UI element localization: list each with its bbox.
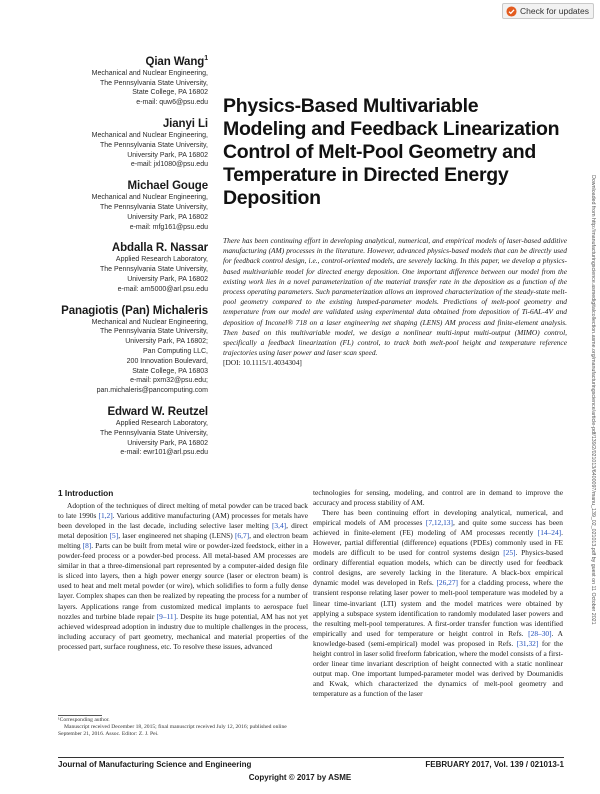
left-column — [58, 488, 308, 652]
footnote-corresponding: ¹Corresponding author. — [58, 717, 110, 723]
author-name-text: Qian Wang — [145, 55, 205, 68]
author-block — [30, 241, 208, 294]
author-block — [30, 304, 208, 396]
footer-divider — [58, 757, 564, 758]
copyright: Copyright © 2017 by ASME — [248, 773, 352, 782]
author-affiliation-line: Mechanical and Nuclear Engineering, — [91, 318, 208, 326]
author-affiliation-line: Mechanical and Nuclear Engineering, — [91, 194, 208, 202]
check-for-updates-label: Check for updates — [520, 6, 589, 16]
doi-label: [DOI: 10.1115/1.4034304] — [223, 358, 302, 368]
footnote-manuscript: Manuscript received December 18, 2015; final manuscript received July 12, 2016; published online September 21, 2016. Assoc. Editor: Z. J. Pei. — [58, 724, 287, 738]
citation-link[interactable]: [25] — [503, 548, 516, 558]
author-block — [30, 405, 208, 458]
citation-link[interactable]: [28–30] — [528, 628, 552, 638]
section-heading: 1 Introduction — [58, 488, 114, 498]
check-for-updates-icon — [506, 6, 517, 17]
author-name — [30, 241, 208, 255]
citation-link[interactable]: [3,4] — [271, 521, 287, 531]
author-list — [30, 52, 208, 467]
author-affiliation-line: e-mail: mfg161@psu.edu — [129, 223, 208, 231]
citation-link[interactable]: [5] — [109, 531, 119, 541]
author-affiliation-line: The Pennsylvania State University, — [99, 429, 208, 437]
author-affiliation-line: e-mail: quw6@psu.edu — [136, 99, 208, 107]
citation-link[interactable]: [1,2] — [98, 511, 113, 521]
author-name-text: Michael Gouge — [127, 180, 208, 193]
citation-link[interactable]: [8] — [82, 541, 92, 551]
author-block — [30, 117, 208, 170]
author-affiliation-line: Applied Research Laboratory, — [115, 256, 208, 264]
author-affiliation-line: 200 Innovation Boulevard, — [126, 357, 208, 365]
right-paragraph-2: There has been continuing effort in developing analytical, numerical, and empirical models of AM processes [7,12,13], and quite some success has been achieved in finite-element (FE) modeling of AM processes recently [14–24]. However, partial differential (difference) equations (PDEs) commonly used in FE models are difficult to be used for control systems design [25]. Physics-based ordinary differential equation models, which can be directly used for feedback control designs, are severely lacking in the literature. A black-box empirical dynamic model was developed in Refs. [26,27] for a cladding process, where the transient response relating laser power to melt-pool temperature was modeled by a linear time-invariant (LTI) system and the model matrices were obtained by applying a subspace system identification to randomly modulated laser powers and the resulting melt-pool temperatures. A first-order transfer function was identified empirically and used for temperature or height control in Refs. [28–30]. A knowledge-based (semi-empirical) model was proposed in Refs. [31,32] for the height control in laser solid freeform fabrication, where the model consists of a first-order linear time invariant description of height connected with a static nonlinear output map. One important lumped-parameter model was derived by Doumanidis and Kwak, which characterized the dynamics of melt-pool geometry and temperature as a function of the laser — [313, 508, 564, 698]
author-affiliation-line: University Park, PA 16802 — [127, 439, 208, 447]
author-affiliation-line: University Park, PA 16802 — [127, 151, 208, 159]
author-affiliation-line: e-mail: pxm32@psu.edu; — [130, 377, 208, 385]
author-name — [30, 179, 208, 193]
footnote-divider — [58, 715, 102, 716]
citation-link[interactable]: [26,27] — [436, 578, 459, 588]
right-column — [313, 488, 563, 699]
author-affiliation-line: The Pennsylvania State University, — [99, 266, 208, 274]
author-affiliation-line: University Park, PA 16802 — [127, 213, 208, 221]
author-name-text: Panagiotis (Pan) Michaleris — [61, 304, 208, 317]
right-paragraph-1: technologies for sensing, modeling, and control are in demand to improve the accuracy and process stability of AM. — [313, 488, 563, 508]
corresponding-marker: 1 — [204, 55, 208, 62]
author-block — [30, 179, 208, 232]
journal-name: Journal of Manufacturing Science and Engineering — [58, 760, 252, 769]
author-affiliation-line: The Pennsylvania State University, — [99, 204, 208, 211]
paper-title: Physics-Based Multivariable Modeling and Feedback Linearization Control of Melt-Pool Geometry and Temperature in Directed Energy Deposition — [223, 95, 560, 209]
author-affiliation-line: Mechanical and Nuclear Engineering, — [91, 132, 208, 140]
author-affiliation-line: e-mail: ewr101@arl.psu.edu — [120, 449, 208, 457]
author-affiliation-line: pan.michaleris@pancomputing.com — [96, 387, 208, 395]
author-name — [30, 304, 208, 318]
author-name — [30, 405, 208, 419]
author-affiliation-line: State College, PA 16803 — [132, 367, 208, 375]
issue-info: FEBRUARY 2017, Vol. 139 / 021013-1 — [425, 760, 564, 769]
citation-link[interactable]: [9–11] — [156, 611, 177, 621]
intro-paragraph: Adoption of the techniques of direct melting of metal powder can be traced back to late 1990s [1,2]. Various additive manufacturing (AM) processes for metals have been developed in the last decade, including selective laser melting [3,4], direct metal deposition [5], laser engineered net shaping (LENS) [6,7], and electron beam melting [8]. Parts can be built from metal wire or powder-ized feedstock, either in a powder-feed process or a powder-bed process. All metal-based AM processes are similar in that a three-dimensional part represented by a computer-aided design file is sliced into layers, then a high power energy source (laser or electron beam) is used to heat and melt metal powder (or wire), which solidifies to form a fully dense layer. Complex shapes can then be realized by repeating the process for a number of layers. Applications range from customized medical implants to aerospace fuel nozzles and turbine blade repair [9–11]. Despite its huge potential, AM has not yet achieved widespread adoption in industry due to multiple challenges in the process, including accuracy of part geometry, mechanical and material properties of the processed part, surface roughness, etc. To resolve these issues, advanced — [58, 501, 308, 651]
footnotes — [58, 717, 308, 739]
author-affiliation-line: e-mail: arn5000@arl.psu.edu — [117, 285, 208, 293]
author-name-text: Abdalla R. Nassar — [111, 242, 208, 255]
abstract — [223, 236, 567, 369]
download-notice — [586, 175, 598, 635]
author-name — [30, 117, 208, 131]
author-affiliation-line: e-mail: jxl1080@psu.edu — [130, 161, 208, 169]
download-notice-text: Downloaded from http://manufacturingscience.asmedigitalcollection.asme.org/manufacturingscience/article-pdf/139/2/021013/6400097/manu_139_02_021013.pdf by guest on 11 October 2021 — [590, 175, 596, 625]
author-block — [30, 52, 208, 108]
citation-link[interactable]: [31,32] — [516, 638, 539, 648]
author-name-text: Edward W. Reutzel — [107, 405, 208, 418]
author-affiliation-line: Applied Research Laboratory, — [115, 419, 208, 427]
author-name-text: Jianyi Li — [162, 118, 208, 131]
check-for-updates-badge[interactable] — [502, 3, 594, 19]
author-affiliation-line: Pan Computing LLC, — [143, 347, 208, 355]
author-affiliation-line: University Park, PA 16802; — [125, 338, 208, 346]
author-name — [30, 52, 208, 69]
abstract-text: There has been continuing effort in developing analytical, numerical, and empirical models of laser-based additive manufacturing (AM) processes in the literature. However, advanced physics-based models that can be directly used for feedback control design, i.e., control-oriented models, are severely lacking. In this paper, we develop a physics-based multivariable model for directed energy deposition. One important difference between our model from the existing work lies in a novel parameterization of the material transfer rate in the deposition as a function of the process operating parameters. Such parameterization allows an improved characterization of the steady-state melt-pool geometry compared to the existing lumped-parameter models. Predictions of melt-pool geometry and temperature from our model are validated using experimental data obtained from deposition of Ti-6AL-4V and deposition of Inconel® 718 on a laser engineering net shaping (LENS) AM process and finite-element analysis. Then based on this multivariable model, we design a nonlinear multi-input multi-output (MIMO) control, specifically a feedback linearization (FL) control, to track both melt-pool height and temperature reference trajectories using laser power and laser scan speed. — [223, 236, 567, 358]
author-affiliation-line: Mechanical and Nuclear Engineering, — [91, 69, 208, 77]
author-affiliation-line: State College, PA 16802 — [132, 89, 208, 97]
citation-link[interactable]: [7,12,13] — [425, 518, 453, 528]
citation-link[interactable]: [14–24] — [537, 528, 562, 538]
author-affiliation-line: The Pennsylvania State University, — [99, 328, 208, 336]
author-affiliation-line: The Pennsylvania State University, — [99, 141, 208, 149]
author-affiliation-line: The Pennsylvania State University, — [99, 79, 208, 87]
author-affiliation-line: University Park, PA 16802 — [127, 275, 208, 283]
citation-link[interactable]: [6,7] — [234, 531, 250, 541]
